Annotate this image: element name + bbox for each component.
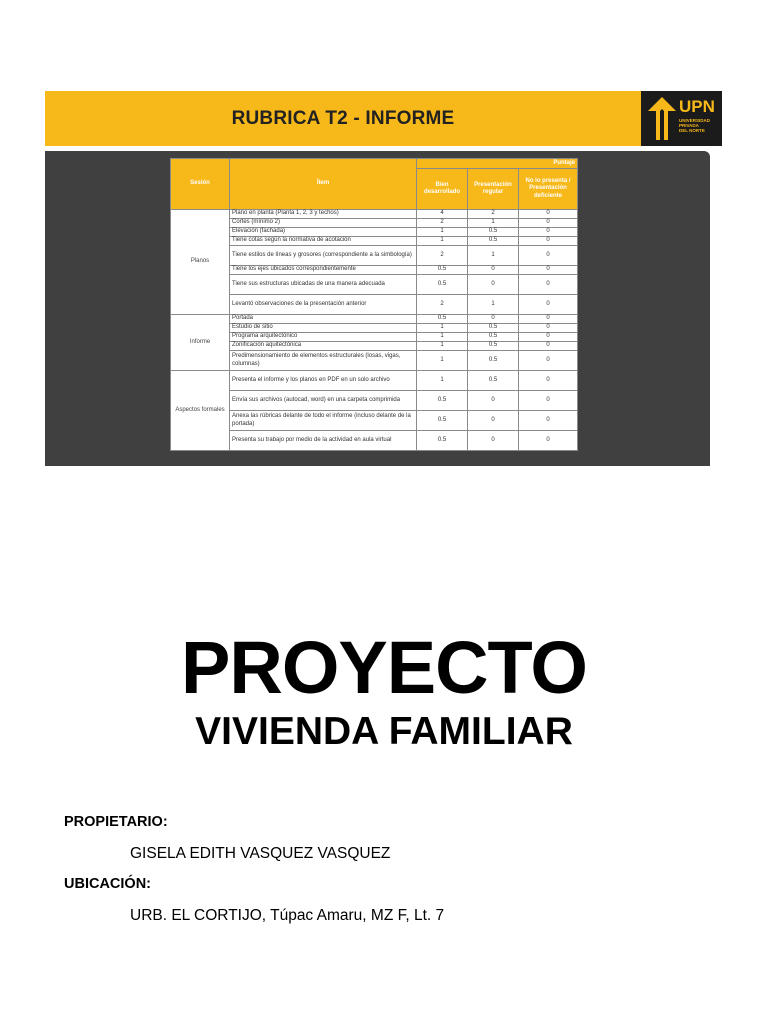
rubric-panel xyxy=(45,151,710,466)
item-cell: Tiene estilos de líneas y grosores (correspondiente a la simbología) xyxy=(230,246,417,266)
score-cell: 1 xyxy=(417,342,468,351)
owner-value: GISELA EDITH VASQUEZ VASQUEZ xyxy=(130,845,391,862)
item-cell: Elevación (fachada) xyxy=(230,228,417,237)
score-cell: 1 xyxy=(417,333,468,342)
table-header-row xyxy=(171,159,578,169)
score-cell: 0.5 xyxy=(417,431,468,451)
section-name: Informe xyxy=(171,315,230,371)
item-cell: Tiene los ejes ubicados correspondientemente xyxy=(230,266,417,275)
score-cell: 0 xyxy=(519,295,578,315)
table-row xyxy=(171,371,578,391)
score-cell: 0 xyxy=(519,219,578,228)
score-cell: 0.5 xyxy=(468,237,519,246)
logo-subtext-line: PRIVADA xyxy=(679,123,699,129)
score-cell: 1 xyxy=(468,219,519,228)
col-header-regular: Presentación regular xyxy=(468,169,519,210)
score-cell: 2 xyxy=(468,210,519,219)
score-cell: 0 xyxy=(519,266,578,275)
item-cell: Presenta el informe y los planos en PDF en un solo archivo xyxy=(230,371,417,391)
score-cell: 0.5 xyxy=(468,228,519,237)
item-cell: Cortes (mínimo 2) xyxy=(230,219,417,228)
item-cell: Zonificación aquitectónica xyxy=(230,342,417,351)
table-row xyxy=(171,228,578,237)
score-cell: 0 xyxy=(519,333,578,342)
item-cell: Tiene cotas según la normativa de acotación xyxy=(230,237,417,246)
score-cell: 1 xyxy=(417,371,468,391)
col-header-item: Ítem xyxy=(230,159,417,210)
score-cell: 1 xyxy=(417,351,468,371)
score-cell: 0.5 xyxy=(468,371,519,391)
item-cell: Envía sus archivos (autocad, word) en una carpeta comprimida xyxy=(230,391,417,411)
table-body xyxy=(171,210,578,451)
table-row xyxy=(171,351,578,371)
table-row xyxy=(171,431,578,451)
col-header-deficiente: No lo presenta / Presentación deficiente xyxy=(519,169,578,210)
score-cell: 0 xyxy=(468,411,519,431)
table-row xyxy=(171,324,578,333)
score-cell: 0 xyxy=(519,237,578,246)
score-cell: 0.5 xyxy=(468,324,519,333)
score-cell: 0.5 xyxy=(468,333,519,342)
table-row xyxy=(171,342,578,351)
score-cell: 0 xyxy=(519,371,578,391)
score-cell: 0 xyxy=(519,210,578,219)
score-cell: 2 xyxy=(417,219,468,228)
table-row xyxy=(171,315,578,324)
col-header-bien: Bien desarrollado xyxy=(417,169,468,210)
location-value: URB. EL CORTIJO, Túpac Amaru, MZ F, Lt. 7 xyxy=(130,907,445,924)
location-label: UBICACIÓN: xyxy=(64,876,151,892)
logo-text: UPN xyxy=(679,97,715,116)
score-cell: 0 xyxy=(519,351,578,371)
section-name: Aspectos formales xyxy=(171,371,230,451)
score-cell: 0 xyxy=(519,275,578,295)
score-cell: 0 xyxy=(519,246,578,266)
table-row xyxy=(171,411,578,431)
score-cell: 0 xyxy=(468,391,519,411)
item-cell: Tiene sus estructuras ubicadas de una manera adecuada xyxy=(230,275,417,295)
item-cell: Estudio de sitio xyxy=(230,324,417,333)
page-title: PROYECTO xyxy=(181,626,587,709)
score-cell: 1 xyxy=(417,228,468,237)
score-cell: 1 xyxy=(417,324,468,333)
score-cell: 0 xyxy=(468,266,519,275)
item-cell: Plano en planta (Planta 1, 2, 3 y techos) xyxy=(230,210,417,219)
logo-subtext-line: DEL NORTE xyxy=(679,128,705,134)
score-cell: 0.5 xyxy=(417,315,468,324)
table-row xyxy=(171,295,578,315)
upn-arrow-icon xyxy=(647,97,677,140)
score-cell: 0 xyxy=(519,315,578,324)
owner-label: PROPIETARIO: xyxy=(64,814,168,830)
table-row xyxy=(171,391,578,411)
score-cell: 1 xyxy=(468,295,519,315)
table-row xyxy=(171,210,578,219)
score-cell: 0 xyxy=(519,228,578,237)
score-cell: 0 xyxy=(519,324,578,333)
item-cell: Predimensionamiento de elementos estructurales (losas, vigas, columnas) xyxy=(230,351,417,371)
score-cell: 0 xyxy=(519,391,578,411)
page-subtitle: VIVIENDA FAMILIAR xyxy=(195,710,573,753)
table-row xyxy=(171,275,578,295)
score-cell: 0 xyxy=(519,431,578,451)
score-cell: 4 xyxy=(417,210,468,219)
table-row xyxy=(171,266,578,275)
score-cell: 0 xyxy=(468,431,519,451)
item-cell: Programa arquitectónico xyxy=(230,333,417,342)
banner-title: RUBRICA T2 - INFORME xyxy=(231,108,455,129)
score-cell: 0.5 xyxy=(417,266,468,275)
score-cell: 0 xyxy=(519,411,578,431)
item-cell: Presenta su trabajo por medio de la actividad en aula virtual xyxy=(230,431,417,451)
score-cell: 0 xyxy=(519,342,578,351)
score-cell: 0 xyxy=(468,315,519,324)
item-cell: Portada xyxy=(230,315,417,324)
puntaje-header: Puntaje xyxy=(417,159,578,169)
score-cell: 0.5 xyxy=(417,275,468,295)
score-cell: 0.5 xyxy=(468,342,519,351)
score-cell: 0.5 xyxy=(417,391,468,411)
score-cell: 0 xyxy=(468,275,519,295)
item-cell: Levantó observaciones de la presentación anterior xyxy=(230,295,417,315)
item-cell: Anexa las rúbricas delante de todo el informe (incluso delante de la portada) xyxy=(230,411,417,431)
score-cell: 1 xyxy=(468,246,519,266)
score-cell: 0.5 xyxy=(417,411,468,431)
rubric-table xyxy=(170,158,578,451)
logo-subtext xyxy=(679,118,719,134)
score-cell: 1 xyxy=(417,237,468,246)
table-row xyxy=(171,246,578,266)
col-header-sesion: Sesión xyxy=(171,159,230,210)
upn-logo xyxy=(641,91,722,146)
table-row xyxy=(171,219,578,228)
table-row xyxy=(171,333,578,342)
score-cell: 2 xyxy=(417,295,468,315)
rubric-banner xyxy=(45,91,722,146)
logo-subtext-line: UNIVERSIDAD xyxy=(679,118,711,123)
score-cell: 0.5 xyxy=(468,351,519,371)
table-row xyxy=(171,237,578,246)
score-cell: 2 xyxy=(417,246,468,266)
section-name: Planos xyxy=(171,210,230,315)
